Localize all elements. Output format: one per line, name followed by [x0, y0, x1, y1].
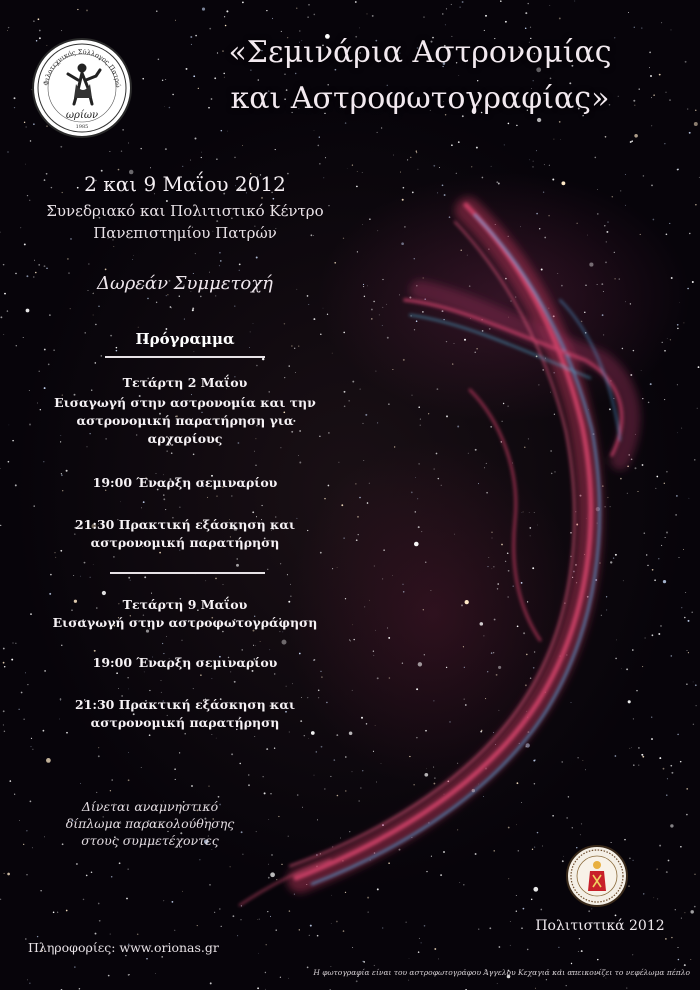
logo-arc-text: Φιλοτεχνικός Σύλλογος Πατρώ [42, 47, 123, 88]
diploma-line: δίπλωμα παρακολούθησης [65, 816, 235, 831]
session-1-practice [20, 516, 350, 552]
venue-line-1: Συνεδριακό και Πολιτιστικό Κέντρο [46, 202, 324, 220]
culture-emblem [566, 845, 628, 907]
info-url[interactable]: www.orionas.gr [119, 940, 219, 955]
event-venue [20, 200, 350, 244]
title-line-2: και Αστροφωτογραφίας» [230, 81, 610, 116]
logo-year: 1985 [75, 124, 89, 130]
session-1-start: 19:00 Έναρξη σεμιναρίου [92, 475, 278, 490]
culture-label: Πολιτιστικά 2012 [535, 918, 665, 934]
diploma-note [30, 798, 270, 849]
session-2-practice-line: αστρονομική παρατήρηση [90, 715, 280, 730]
diploma-line: στους συμμετέχοντες [81, 833, 219, 848]
program-heading: Πρόγραμμα [135, 330, 235, 348]
session-2-practice-line: 21:30 Πρακτική εξάσκηση και [74, 697, 296, 712]
orion-figure-icon [34, 40, 130, 136]
diploma-line: Δίνεται αναμνηστικό [81, 799, 219, 814]
session-1-topic-line: Εισαγωγή στην αστρονομία και την [54, 395, 316, 410]
info-label: Πληροφορίες: [28, 940, 116, 955]
session-2-practice [20, 696, 350, 732]
title-line-1: «Σεμινάρια Αστρονομίας [228, 35, 612, 70]
session-1-topic [20, 394, 350, 448]
session-2-day: Τετάρτη 9 Μαΐου [122, 597, 248, 612]
info-line [28, 940, 219, 955]
session-1-topic-line: αρχαρίους [147, 431, 223, 446]
divider-rule [110, 572, 265, 574]
venue-line-2: Πανεπιστημίου Πατρών [93, 224, 277, 242]
session-1-day: Τετάρτη 2 Μαΐου [122, 375, 248, 390]
logo-name: ωρίων [65, 110, 99, 121]
red-saint-emblem-icon [568, 847, 626, 905]
free-participation: Δωρεάν Συμμετοχή [97, 273, 273, 294]
orion-club-logo [32, 38, 132, 138]
poster-title [170, 30, 670, 122]
event-dates: 2 και 9 Μαΐου 2012 [84, 172, 286, 196]
session-2-topic: Εισαγωγή στην αστροφωτογράφηση [52, 615, 318, 630]
photo-credit: Η φωτογραφία είναι του αστροφωτογράφου Άγγελου Κεχαγιά και απεικονίζει το νεφέλωμα πέπλο [313, 968, 690, 977]
divider-rule [105, 356, 265, 358]
session-2-start: 19:00 Έναρξη σεμιναρίου [92, 655, 278, 670]
session-1-practice-line: 21:30 Πρακτική εξάσκηση και [74, 517, 296, 532]
session-1-practice-line: αστρονομική παρατήρηση [90, 535, 280, 550]
session-1-topic-line: αστρονομική παρατήρηση για [76, 413, 294, 428]
